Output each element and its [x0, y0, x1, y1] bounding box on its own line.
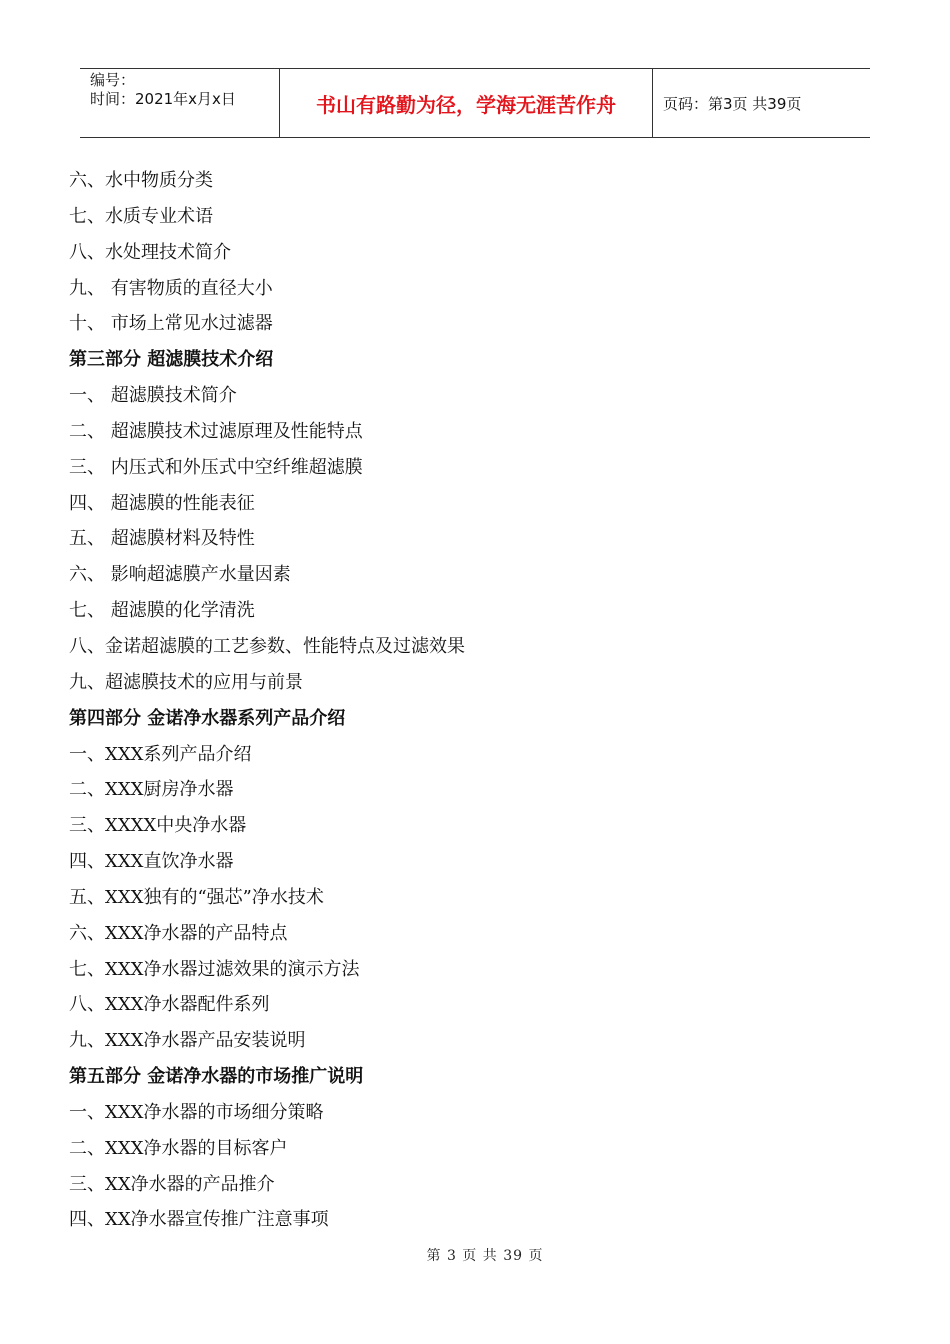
toc-item: 五、 超滤膜材料及特性 — [69, 528, 255, 550]
toc-item: 六、 影响超滤膜产水量因素 — [69, 564, 291, 586]
toc-section-heading: 第五部分 金诺净水器的市场推广说明 — [69, 1066, 364, 1088]
page-footer — [0, 1245, 950, 1265]
toc-item: 二、XXX厨房净水器 — [69, 779, 234, 801]
toc-section-heading: 第三部分 超滤膜技术介绍 — [69, 349, 274, 371]
toc-item: 二、XXX净水器的目标客户 — [69, 1137, 288, 1159]
toc-item: 七、水质专业术语 — [69, 205, 213, 227]
page-number: 第 3 页 共 39 页 — [426, 1248, 544, 1264]
document-number-label: 编号： — [90, 71, 136, 89]
document-time-label: 时间：2021年x月x日 — [90, 90, 236, 108]
toc-item: 十、 市场上常见水过滤器 — [69, 313, 273, 335]
toc-item: 二、 超滤膜技术过滤原理及性能特点 — [69, 420, 363, 442]
toc-item: 七、XXX净水器过滤效果的演示方法 — [69, 958, 360, 980]
toc-item: 四、 超滤膜的性能表征 — [69, 492, 255, 514]
toc-section-heading: 第四部分 金诺净水器系列产品介绍 — [69, 707, 346, 729]
toc-item: 八、水处理技术简介 — [69, 241, 231, 263]
page-header — [80, 68, 870, 138]
toc-item: 四、XXX直饮净水器 — [69, 851, 234, 873]
toc-item: 一、 超滤膜技术简介 — [69, 385, 237, 407]
toc-item: 八、XXX净水器配件系列 — [69, 994, 270, 1016]
toc-item: 八、金诺超滤膜的工艺参数、性能特点及过滤效果 — [69, 635, 465, 657]
header-meta — [80, 69, 280, 137]
toc-item: 四、XX净水器宣传推广注意事项 — [69, 1209, 329, 1231]
toc-item: 三、XX净水器的产品推介 — [69, 1173, 275, 1195]
header-page-info: 页码：第3页 共39页 — [663, 94, 802, 113]
toc-item: 九、 有害物质的直径大小 — [69, 277, 273, 299]
toc-item: 六、XXX净水器的产品特点 — [69, 922, 288, 944]
header-motto: 书山有路勤为径，学海无涯苦作舟 — [280, 69, 653, 137]
toc-item: 九、超滤膜技术的应用与前景 — [69, 671, 303, 693]
toc-item: 七、 超滤膜的化学清洗 — [69, 600, 255, 622]
table-of-contents — [69, 163, 889, 1238]
toc-item: 三、 内压式和外压式中空纤维超滤膜 — [69, 456, 363, 478]
toc-item: 一、XXX净水器的市场细分策略 — [69, 1101, 324, 1123]
toc-item: 三、XXXX中央净水器 — [69, 815, 247, 837]
toc-item: 六、水中物质分类 — [69, 170, 213, 191]
toc-item: 五、XXX独有的“强芯”净水技术 — [69, 886, 324, 908]
toc-item: 一、XXX系列产品介绍 — [69, 743, 252, 765]
toc-item: 九、XXX净水器产品安装说明 — [69, 1030, 306, 1052]
